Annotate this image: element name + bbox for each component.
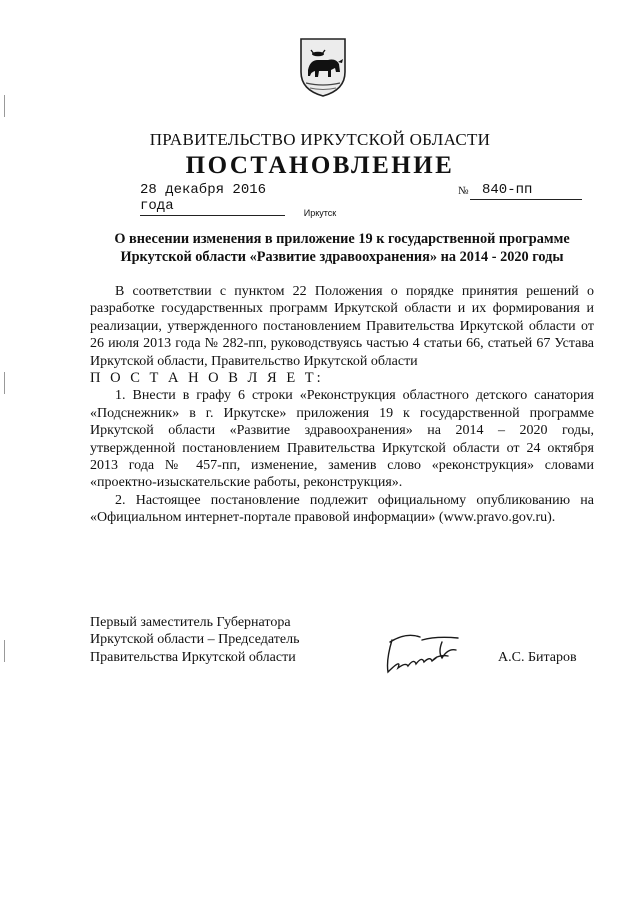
issuer-heading: ПРАВИТЕЛЬСТВО ИРКУТСКОЙ ОБЛАСТИ [149,130,491,149]
signatory-name: А.С. Битаров [498,650,577,665]
signatory-position [90,614,350,666]
coat-of-arms-icon [298,36,348,98]
position-line: Правительства Иркутской области [90,649,296,665]
city-label: Иркутск [303,208,337,218]
item-1-paragraph: 1. Внести в графу 6 строки «Реконструкция областного детского санатория «Подснежник» в г. Иркутске» приложения 19 к государственной программе Иркутской области «Развитие здравоохранения» на 2014 – 2020 годы, утвержденной постановлением Правительства Иркутской области от 24 октября 2013 года № 457-пп, изменение, заменив слово «реконструкция» словами «проектно-изыскательские работы, реконструкция». [90,388,594,491]
item-2-paragraph: 2. Настоящее постановление подлежит официальному опубликованию на «Официальном интернет-портале правовой информации» (www.pravo.gov.ru). [90,492,594,526]
preamble-paragraph: В соответствии с пунктом 22 Положения о порядке принятия решений о разработке государственных программ Иркутской области и их формирования и реализации, утвержденного постановлением Правительства Иркутской области от 26 июля 2013 года № 282-пп, руководствуясь частью 4 статьи 66, статьей 67 Устава Иркутской области, Правительство Иркутской области [90,284,594,369]
document-type-heading: ПОСТАНОВЛЕНИЕ [185,152,455,179]
document-date: 28 декабря 2016 года [140,182,285,216]
position-line: Иркутской области – Председатель [90,632,300,648]
scan-margin-mark [4,372,5,394]
document-body [90,283,594,527]
handwritten-signature [376,628,486,678]
scan-margin-mark [4,95,5,117]
decree-word: П О С Т А Н О В Л Я Е Т: [90,370,324,387]
scan-margin-mark [4,640,5,662]
position-line: Первый заместитель Губернатора [90,615,291,630]
document-title: О внесении изменения в приложение 19 к государственной программе Иркутской области «Развитие здравоохранения» на 2014 - 2020 годы [114,231,570,265]
number-sign: № [458,185,469,197]
document-number: 840-пп [470,182,582,200]
